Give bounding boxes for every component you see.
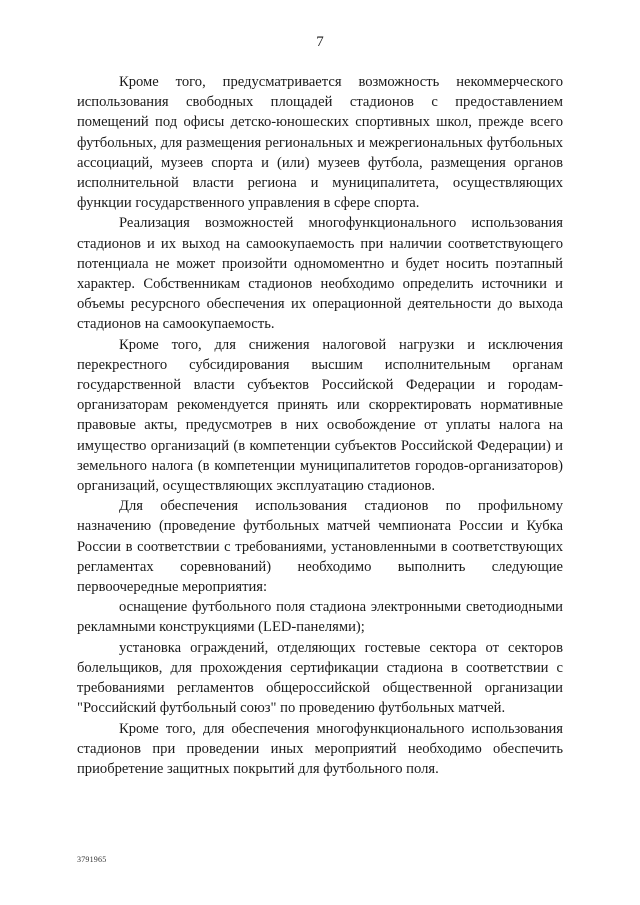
document-body [77,72,563,779]
list-item-fencing: установка ограждений, отделяющих гостевые сектора от секторов болельщиков, для прохождения сертификации стадиона в соответствии с требованиями регламентов общероссийской общественной организации "Российский футбольный союз" по проведению футбольных матчей. [77,639,563,717]
paragraph-tax-burden: Кроме того, для снижения налоговой нагрузки и исключения перекрестного субсидирования высшим исполнительным органам государственной власти субъектов Российской Федерации и городам-организаторам рекомендуется принять или скорректировать нормативные правовые акты, предусмотрев в них освобождение от уплаты налога на имущество организаций (в компетенции субъектов Российской Федерации) и земельного налога (в компетенции муниципалитетов городов-организаторов) организаций, осуществляющих эксплуатацию стадионов. [77,336,563,495]
paragraph-self-sufficiency: Реализация возможностей многофункционального использования стадионов и их выход на самоокупаемость при наличии соответствующего потенциала не может произойти одномоментно и будет носить поэтапный характер. Собственникам стадионов необходимо определить источники и объемы ресурсного обеспечения их операционной деятельности до выхода стадионов на самоокупаемость. [77,215,563,333]
paragraph-protective-covers: Кроме того, для обеспечения многофункционального использования стадионов при проведении иных мероприятий необходимо обеспечить приобретение защитных покрытий для футбольного поля. [77,720,563,777]
document-code: 3791965 [77,855,107,864]
list-item-led-panels: оснащение футбольного поля стадиона электронными светодиодными рекламными конструкциями (LED-панелями); [77,599,563,636]
paragraph-non-commercial-use: Кроме того, предусматривается возможность некоммерческого использования свободных площадей стадионов с предоставлением помещений под офисы детско-юношеских спортивных школ, прежде всего футбольных, для размещения региональных и межрегиональных футбольных ассоциаций, музеев спорта и (или) музеев футбола, размещения органов исполнительной власти региона и муниципалитета, осуществляющих функции государственного управления в сфере спорта. [77,74,563,212]
paragraph-profile-use: Для обеспечения использования стадионов по профильному назначению (проведение футбольных матчей чемпионата России и Кубка России в соответствии с требованиями, установленными в соответствующих регламентах соревнований) необходимо выполнить следующие первоочередные мероприятия: [77,498,563,596]
page-number: 7 [316,34,324,50]
